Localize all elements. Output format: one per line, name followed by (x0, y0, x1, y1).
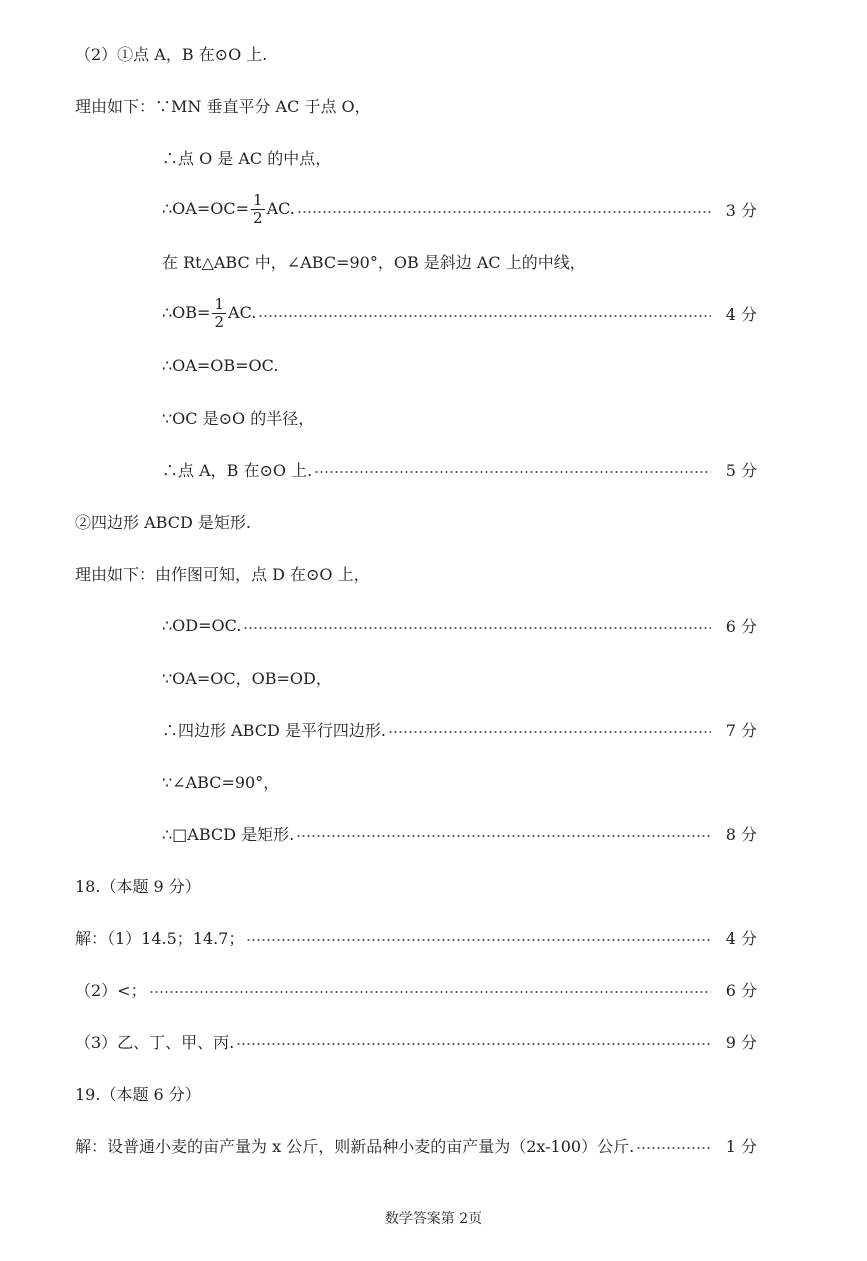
dot-leader (149, 990, 711, 994)
dot-leader (236, 1042, 711, 1046)
fraction (251, 192, 265, 227)
score-mark: 4 分 (725, 928, 757, 948)
score-mark: 9 分 (725, 1032, 757, 1052)
dot-leader (636, 1146, 711, 1150)
answer-text: （2）①点 A，B 在⊙O 上. (75, 44, 268, 64)
answer-line (0, 558, 867, 588)
answer-text: 理由如下：∵MN 垂直平分 AC 于点 O， (75, 96, 371, 116)
answer-line (0, 294, 867, 331)
answer-line (0, 1026, 867, 1056)
answer-text: ②四边形 ABCD 是矩形. (75, 512, 251, 532)
answer-text: 在 Rt△ABC 中，∠ABC=90°，OB 是斜边 AC 上的中线， (162, 252, 586, 272)
dot-leader (296, 834, 711, 838)
answer-line (0, 714, 867, 744)
answer-line (0, 454, 867, 484)
score-mark: 1 分 (725, 1136, 757, 1156)
answer-text: ∵OC 是⊙O 的半径， (162, 408, 315, 428)
answer-line (0, 142, 867, 172)
answer-text: ∵OA=OC，OB=OD， (162, 668, 332, 688)
score-mark: 8 分 (725, 824, 757, 844)
text-before-fraction: ∴OA=OC= (162, 198, 250, 218)
answer-text (162, 192, 295, 227)
answer-line (0, 818, 867, 848)
answer-text: ∵∠ABC=90°， (162, 772, 280, 792)
score-mark: 7 分 (725, 720, 757, 740)
answer-text (162, 296, 256, 331)
dot-leader (297, 210, 711, 214)
dot-leader (388, 730, 711, 734)
answer-line (0, 1078, 867, 1108)
answer-line (0, 246, 867, 276)
text-after-fraction: AC. (228, 302, 257, 322)
fraction-denominator: 2 (253, 208, 263, 227)
answer-text: 解：设普通小麦的亩产量为 x 公斤，则新品种小麦的亩产量为（2x-100）公斤. (75, 1136, 635, 1156)
fraction-denominator: 2 (214, 312, 225, 331)
answer-line (0, 190, 867, 227)
answer-text: ∴四边形 ABCD 是平行四边形. (162, 720, 386, 740)
text-before-fraction: ∴OB= (162, 302, 211, 322)
fraction-numerator: 1 (253, 190, 263, 209)
answer-line (0, 38, 867, 68)
answer-text: （3）乙、丁、甲、丙. (75, 1032, 235, 1052)
page-footer: 数学答案第 2页 (384, 1211, 483, 1227)
answer-line (0, 90, 867, 120)
answer-text: 理由如下：由作图可知，点 D 在⊙O 上， (75, 564, 370, 584)
answer-line (0, 766, 867, 796)
answer-text: ∴OD=OC. (162, 615, 242, 635)
score-mark: 4 分 (725, 304, 757, 324)
fraction-numerator: 1 (214, 294, 225, 313)
score-mark: 6 分 (725, 616, 757, 636)
answer-line (0, 506, 867, 536)
score-mark: 6 分 (725, 980, 757, 1000)
answer-text: ∴点 O 是 AC 的中点， (162, 148, 332, 168)
answer-text: ∴□ABCD 是矩形. (162, 824, 295, 844)
answer-line (0, 350, 867, 380)
answer-line (0, 610, 867, 640)
answer-text: ∴点 A，B 在⊙O 上. (162, 460, 313, 480)
dot-leader (246, 938, 711, 942)
answer-text: 解：（1）14.5；14.7； (75, 928, 245, 948)
answer-line (0, 974, 867, 1004)
text-after-fraction: AC. (266, 198, 295, 218)
fraction (212, 296, 226, 331)
answer-line (0, 402, 867, 432)
answer-text: 18.（本题 9 分） (75, 876, 201, 896)
answer-line (0, 870, 867, 900)
answer-text: ∴OA=OB=OC. (162, 355, 279, 375)
score-mark: 5 分 (725, 460, 757, 480)
answer-line (0, 1130, 867, 1160)
dot-leader (243, 626, 711, 630)
answer-text: （2）<； (75, 980, 147, 1000)
score-mark: 3 分 (725, 200, 757, 220)
answer-text: 19.（本题 6 分） (75, 1084, 201, 1104)
dot-leader (258, 314, 711, 318)
dot-leader (314, 470, 711, 474)
answer-line (0, 922, 867, 952)
answer-line (0, 662, 867, 692)
